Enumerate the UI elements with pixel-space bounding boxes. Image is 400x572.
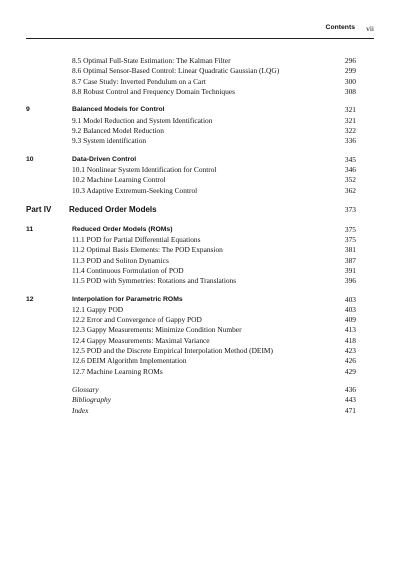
toc-entry-10-2[interactable] — [0, 175, 400, 185]
toc-index[interactable] — [0, 406, 400, 416]
entry-page: 396 — [344, 276, 356, 286]
entry-title: 8.8 Robust Control and Frequency Domain Techniques — [72, 86, 235, 96]
toc-entry-12-6[interactable] — [0, 356, 400, 366]
entry-page: 308 — [344, 86, 356, 96]
toc-chapter-9[interactable] — [0, 105, 400, 115]
entry-page: 443 — [344, 395, 356, 405]
header-rule — [26, 38, 374, 39]
entry-page: 296 — [344, 56, 356, 65]
entry-page: 409 — [344, 315, 356, 325]
entry-page: 403 — [344, 304, 356, 314]
entry-title: 12.5 POD and the Discrete Empirical Interpolation Method (DEIM) — [72, 346, 273, 356]
entry-title: Glossary — [72, 385, 99, 395]
toc-entry-12-2[interactable] — [0, 315, 400, 325]
toc-entry-8-5[interactable] — [0, 56, 400, 66]
toc-entry-11-2[interactable] — [0, 245, 400, 255]
entry-title: 9.2 Balanced Model Reduction — [72, 125, 164, 135]
entry-page: 471 — [344, 405, 356, 415]
entry-title: Bibliography — [72, 395, 112, 405]
toc-entry-11-1[interactable] — [0, 235, 400, 245]
entry-page: 322 — [344, 125, 356, 135]
toc-entry-11-4[interactable] — [0, 266, 400, 276]
chapter-page: 375 — [344, 224, 356, 234]
toc-entry-9-3[interactable] — [0, 136, 400, 146]
toc-entry-10-1[interactable] — [0, 165, 400, 175]
entry-title: 9.1 Model Reduction and System Identification — [72, 115, 213, 125]
entry-title: 12.6 DEIM Algorithm Implementation — [72, 356, 187, 366]
entry-page: 391 — [344, 265, 356, 275]
part-page: 373 — [344, 205, 356, 215]
entry-title: 12.3 Gappy Measurements: Minimize Condition Number — [72, 325, 242, 335]
entry-title: 10.3 Adaptive Extremum-Seeking Control — [72, 185, 198, 195]
toc-glossary[interactable] — [0, 385, 400, 395]
entry-title: 10.2 Machine Learning Control — [72, 175, 166, 185]
entry-page: 321 — [344, 115, 356, 125]
toc-chapter-10[interactable] — [0, 155, 400, 165]
entry-page: 429 — [344, 366, 356, 376]
entry-title: 11.2 Optimal Basis Elements: The POD Expansion — [72, 245, 223, 255]
entry-title: 12.4 Gappy Measurements: Maximal Variance — [72, 335, 210, 345]
entry-title: Index — [72, 405, 89, 415]
entry-title: 11.4 Continuous Formulation of POD — [72, 265, 184, 275]
entry-page: 387 — [344, 255, 356, 265]
chapter-title: Interpolation for Parametric ROMs — [72, 295, 183, 303]
toc-entry-12-1[interactable] — [0, 305, 400, 315]
entry-title: 9.3 System identification — [72, 136, 147, 146]
header-title: Contents — [325, 24, 355, 31]
toc-entry-11-3[interactable] — [0, 256, 400, 266]
entry-title: 12.7 Machine Learning ROMs — [72, 366, 163, 376]
entry-page: 336 — [344, 136, 356, 146]
chapter-title: Reduced Order Models (ROMs) — [72, 225, 173, 233]
toc-entry-8-7[interactable] — [0, 77, 400, 87]
toc-entry-11-5[interactable] — [0, 276, 400, 286]
entry-title: 11.5 POD with Symmetries: Rotations and Translations — [72, 276, 237, 286]
chapter-page: 403 — [344, 294, 356, 304]
toc-entry-9-2[interactable] — [0, 126, 400, 136]
chapter-number: 11 — [26, 225, 34, 233]
chapter-number: 12 — [26, 295, 34, 303]
chapter-title: Data-Driven Control — [72, 155, 137, 163]
entry-page: 426 — [344, 356, 356, 366]
entry-page: 418 — [344, 335, 356, 345]
entry-page: 299 — [344, 66, 356, 76]
toc-entry-9-1[interactable] — [0, 116, 400, 126]
chapter-number: 9 — [26, 106, 30, 114]
toc-entry-8-6[interactable] — [0, 66, 400, 76]
toc-entry-12-5[interactable] — [0, 346, 400, 356]
entry-title: 8.5 Optimal Full-State Estimation: The Kalman Filter — [72, 56, 231, 65]
toc-entry-12-3[interactable] — [0, 325, 400, 335]
chapter-number: 10 — [26, 155, 34, 163]
entry-page: 413 — [344, 325, 356, 335]
header-page-number: vii — [366, 24, 374, 33]
part-number: Part IV — [26, 205, 52, 215]
table-of-contents — [0, 56, 400, 416]
toc-entry-10-3[interactable] — [0, 186, 400, 196]
entry-page: 300 — [344, 76, 356, 86]
entry-title: 11.3 POD and Soliton Dynamics — [72, 255, 169, 265]
entry-page: 436 — [344, 385, 356, 395]
toc-entry-12-4[interactable] — [0, 336, 400, 346]
entry-page: 362 — [344, 185, 356, 195]
entry-title: 12.2 Error and Convergence of Gappy POD — [72, 315, 202, 325]
toc-bibliography[interactable] — [0, 395, 400, 405]
toc-entry-8-8[interactable] — [0, 87, 400, 97]
entry-page: 375 — [344, 234, 356, 244]
entry-title: 8.7 Case Study: Inverted Pendulum on a Cart — [72, 76, 206, 86]
entry-title: 12.1 Gappy POD — [72, 304, 124, 314]
entry-title: 8.6 Optimal Sensor-Based Control: Linear Quadratic Gaussian (LQG) — [72, 66, 280, 76]
part-title: Reduced Order Models — [69, 205, 157, 215]
chapter-page: 345 — [344, 154, 356, 164]
entry-page: 381 — [344, 245, 356, 255]
chapter-title: Balanced Models for Control — [72, 106, 165, 114]
entry-page: 352 — [344, 175, 356, 185]
toc-chapter-12[interactable] — [0, 295, 400, 305]
entry-title: 10.1 Nonlinear System Identification for Control — [72, 165, 217, 175]
chapter-page: 321 — [344, 105, 356, 115]
toc-chapter-11[interactable] — [0, 225, 400, 235]
entry-title: 11.1 POD for Partial Differential Equations — [72, 234, 201, 244]
running-header — [0, 24, 400, 36]
entry-page: 346 — [344, 165, 356, 175]
toc-part-4[interactable] — [0, 205, 400, 215]
toc-entry-12-7[interactable] — [0, 367, 400, 377]
entry-page: 423 — [344, 346, 356, 356]
